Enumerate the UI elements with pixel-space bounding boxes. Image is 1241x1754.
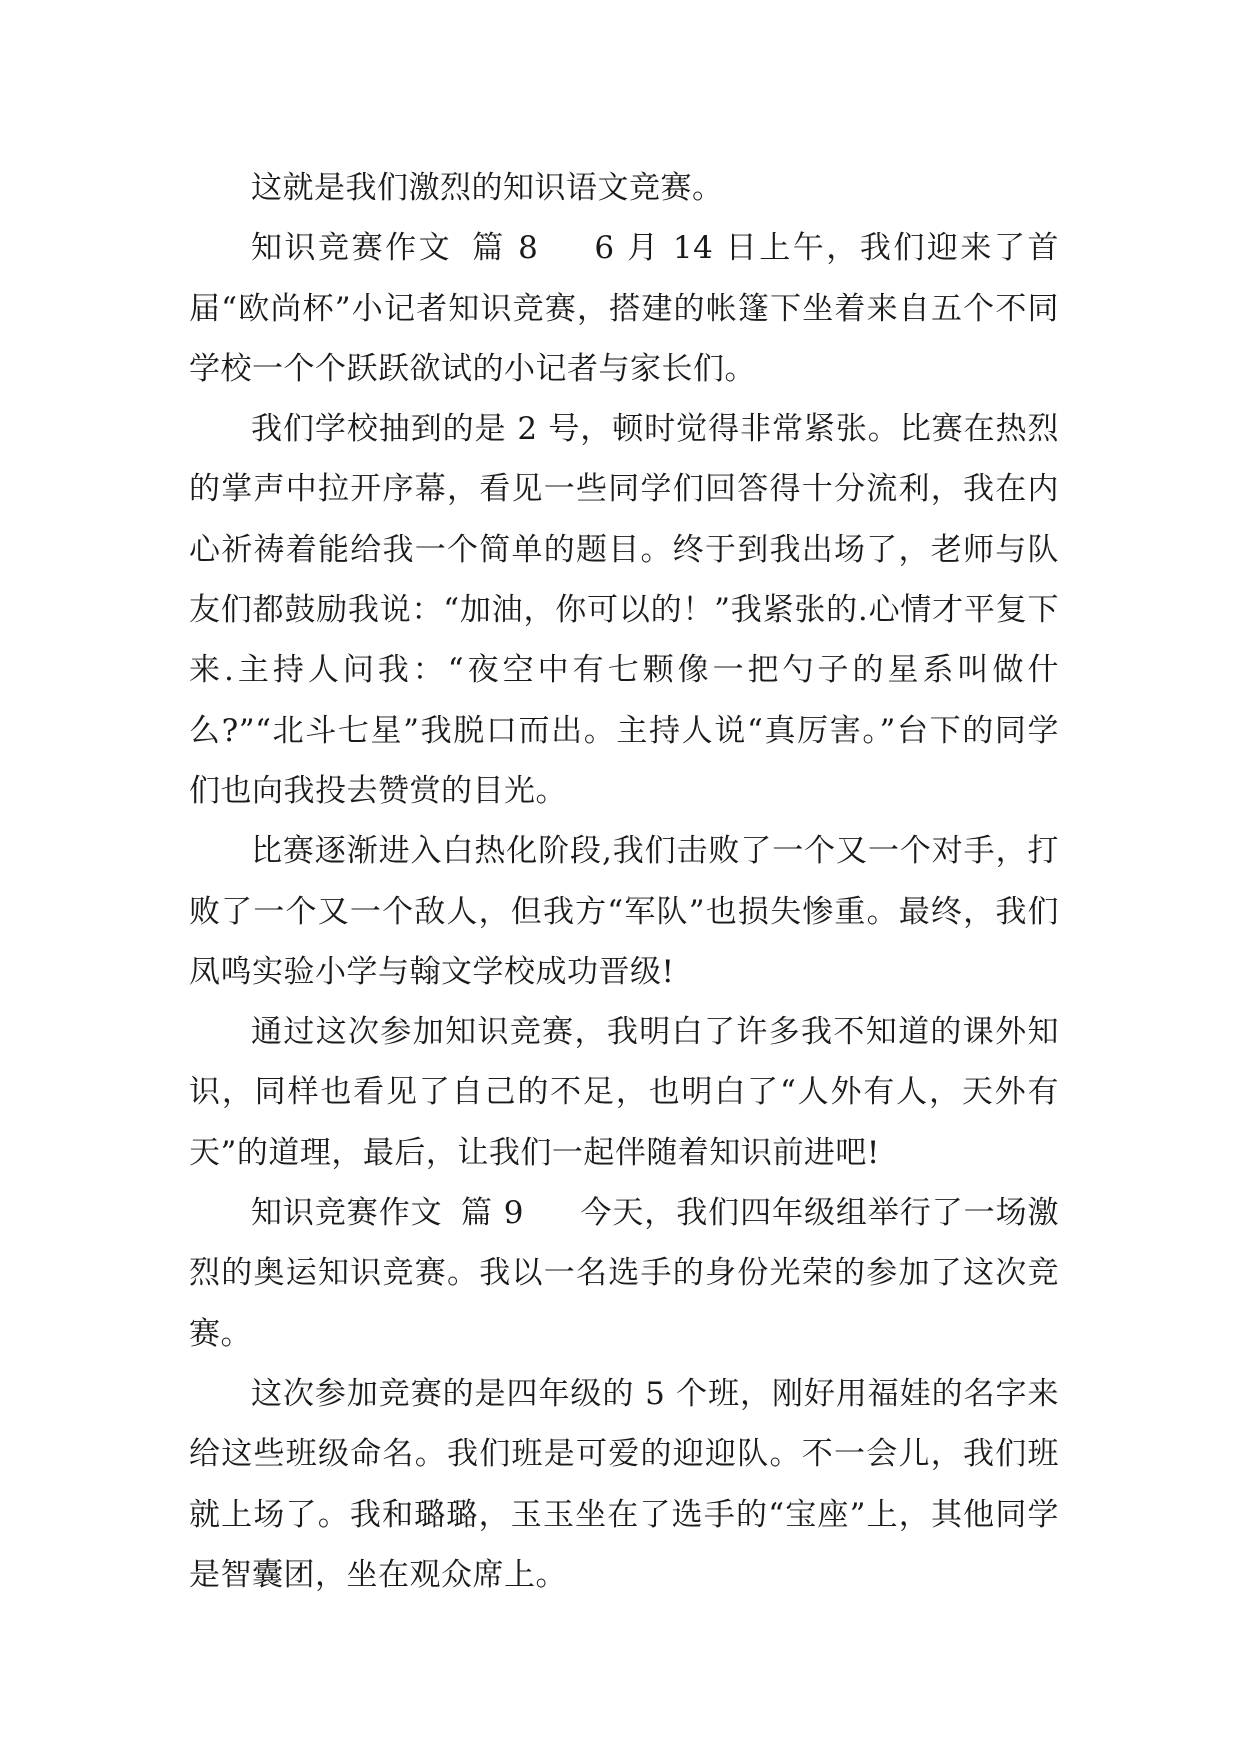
- paragraph-text: 比赛逐渐进入白热化阶段,我们击败了一个又一个对手，打败了一个又一个敌人，但我方“军队”也损失惨重。最终，我们凤鸣实验小学与翰文学校成功晋级!: [189, 833, 1059, 990]
- paragraph-4: [189, 821, 1059, 1002]
- paragraph-text: 这就是我们激烈的知识语文竞赛。: [251, 170, 724, 206]
- paragraph-text: 通过这次参加知识竞赛，我明白了许多我不知道的课外知识，同样也看见了自己的不足，也明白了“人外有人，天外有天”的道理，最后，让我们一起伴随着知识前进吧!: [189, 1014, 1059, 1171]
- paragraph-7: [189, 1364, 1059, 1605]
- paragraph-1: [189, 158, 1059, 218]
- paragraph-text: 今天，我们四年级组举行了一场激烈的奥运知识竞赛。我以一名选手的身份光荣的参加了这次竞赛。: [189, 1195, 1060, 1352]
- paragraph-6: [189, 1183, 1059, 1364]
- paragraph-text: 6 月 14 日上午，我们迎来了首届“欧尚杯”小记者知识竞赛，搭建的帐篷下坐着来自五个不同学校一个个跃跃欲试的小记者与家长们。: [189, 230, 1059, 387]
- paragraph-2: [189, 218, 1059, 399]
- section-number: 篇 9: [460, 1195, 524, 1232]
- section-heading: 知识竞赛作文: [251, 1195, 443, 1232]
- section-number: 篇 8: [470, 230, 539, 267]
- paragraph-3: [189, 399, 1059, 821]
- section-heading: 知识竞赛作文: [251, 230, 453, 267]
- document-body: [189, 158, 1059, 1605]
- paragraph-text: 我们学校抽到的是 2 号，顿时觉得非常紧张。比赛在热烈的掌声中拉开序幕，看见一些同学们回答得十分流利，我在内心祈祷着能给我一个简单的题目。终于到我出场了，老师与队友们都鼓励我说：“加油，你可以的！”我紧张的.心情才平复下来.主持人问我：“夜空中有七颗像一把勺子的星系叫做什么?”“北斗七星”我脱口而出。主持人说“真厉害。”台下的同学们也向我投去赞赏的目光。: [189, 411, 1059, 809]
- paragraph-text: 这次参加竞赛的是四年级的 5 个班，刚好用福娃的名字来给这些班级命名。我们班是可爱的迎迎队。不一会儿，我们班就上场了。我和璐璐，玉玉坐在了选手的“宝座”上，其他同学是智囊团，坐在观众席上。: [189, 1375, 1059, 1593]
- paragraph-5: [189, 1002, 1059, 1183]
